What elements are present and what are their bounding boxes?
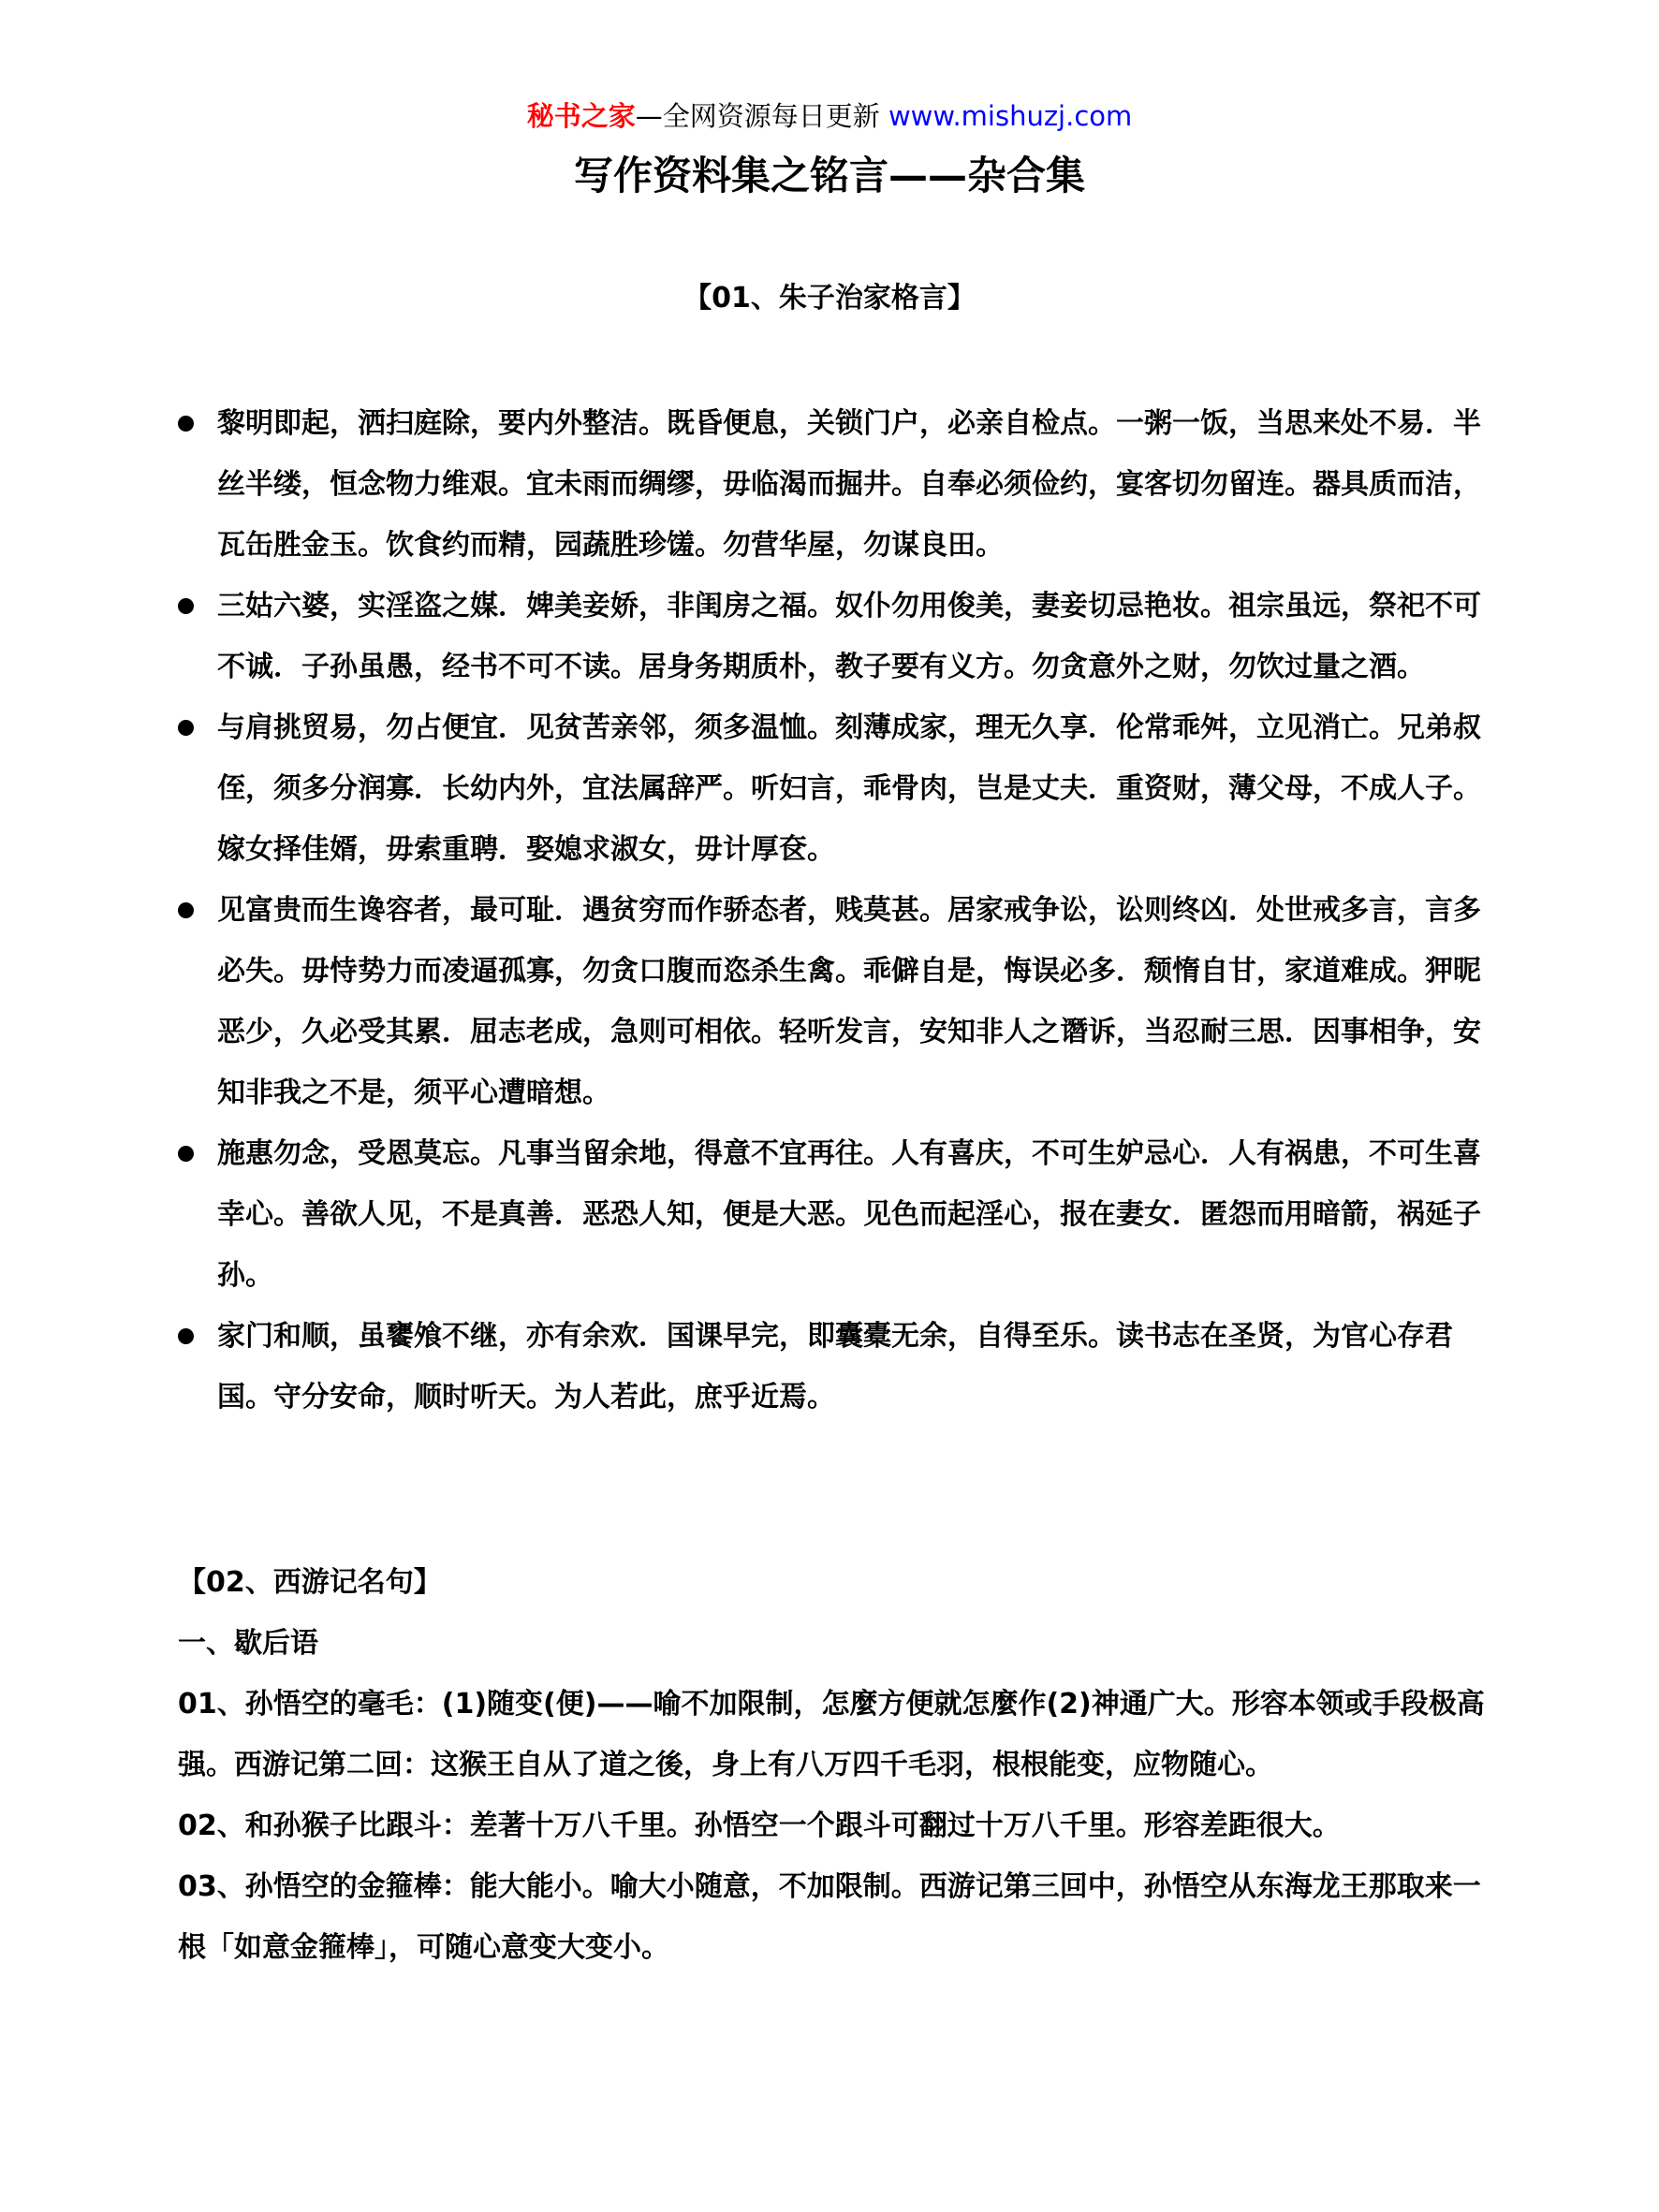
section2-heading: 【02、西游记名句】 (178, 1566, 442, 1599)
bullet-icon (178, 1146, 194, 1162)
section2-entry: 03、孙悟空的金箍棒：能大能小。喻大小随意，不加限制。西游记第三回中，孙悟空从东海龙王那取来一根「如意金箍棒」，可随心意变大变小。 (178, 1870, 1481, 1964)
list-item (178, 393, 1507, 576)
section2-subheading: 一、歇后语 (178, 1627, 318, 1660)
maxims-list (178, 393, 1507, 1428)
bullet-icon (178, 902, 194, 918)
section1-heading: 【01、朱子治家格言】 (683, 282, 976, 315)
list-item (178, 1123, 1507, 1306)
list-item (178, 1306, 1507, 1428)
section2 (178, 1552, 1507, 1978)
list-item-text: 黎明即起，洒扫庭除，要内外整洁。既昏便息，关锁门户，必亲自检点。一粥一饭，当思来处不易．半丝半缕，恒念物力维艰。宜未雨而绸缪，毋临渴而掘井。自奉必须俭约，宴客切勿留连。器具质而洁，瓦缶胜金玉。饮食约而精，园蔬胜珍馐。勿营华屋，勿谋良田。 (217, 407, 1481, 562)
site-url-link[interactable]: www.mishuzj.com (888, 100, 1133, 132)
list-item-text: 与肩挑贸易，勿占便宜．见贫苦亲邻，须多温恤。刻薄成家，理无久享．伦常乖舛，立见消亡。兄弟叔侄，须多分润寡．长幼内外，宜法属辞严。听妇言，乖骨肉，岂是丈夫．重资财，薄父母，不成人子。嫁女择佳婿，毋索重聘．娶媳求淑女，毋计厚奁。 (217, 711, 1481, 866)
bullet-icon (178, 598, 194, 614)
site-tagline: —全网资源每日更新 (635, 100, 888, 132)
bullet-icon (178, 416, 194, 432)
bullet-icon (178, 720, 194, 736)
list-item-text: 施惠勿念，受恩莫忘。凡事当留余地，得意不宜再往。人有喜庆，不可生妒忌心．人有祸患，不可生喜幸心。善欲人见，不是真善．恶恐人知，便是大恶。见色而起淫心，报在妻女．匿怨而用暗箭，祸延子孙。 (217, 1137, 1481, 1292)
list-item (178, 697, 1507, 880)
site-name: 秘书之家 (526, 100, 636, 132)
list-item-text: 三姑六婆，实淫盗之媒．婢美妾娇，非闺房之福。奴仆勿用俊美，妻妾切忌艳妆。祖宗虽远，祭祀不可不诚．子孙虽愚，经书不可不读。居身务期质朴，教子要有义方。勿贪意外之财，勿饮过量之酒。 (217, 590, 1481, 683)
section2-entry: 01、孙悟空的毫毛：(1)随变(便)——喻不加限制，怎麼方便就怎麼作(2)神通广大。形容本领或手段极高强。西游记第二回：这猴王自从了道之後，身上有八万四千毛羽，根根能变，应物随心。 (178, 1688, 1485, 1781)
section2-entry: 02、和孙猴子比跟斗：差著十万八千里。孙悟空一个跟斗可翻过十万八千里。形容差距很大。 (178, 1809, 1341, 1842)
list-item (178, 576, 1507, 697)
list-item-text: 家门和顺，虽饔飧不继，亦有余欢．国课早完，即囊橐无余，自得至乐。读书志在圣贤，为官心存君国。守分安命，顺时听天。为人若此，庶乎近焉。 (217, 1320, 1453, 1414)
list-item (178, 880, 1507, 1123)
list-item-text: 见富贵而生谗容者，最可耻．遇贫穷而作骄态者，贱莫甚。居家戒争讼，讼则终凶．处世戒多言，言多必失。毋恃势力而凌逼孤寡，勿贪口腹而恣杀生禽。乖僻自是，悔误必多．颓惰自甘，家道难成。狎昵恶少，久必受其累．屈志老成，急则可相依。轻听发言，安知非人之谮诉，当忍耐三思．因事相争，安知非我之不是，须平心遭暗想。 (217, 894, 1481, 1109)
site-header (0, 97, 1659, 135)
bullet-icon (178, 1328, 194, 1344)
document-title: 写作资料集之铭言——杂合集 (573, 153, 1085, 198)
